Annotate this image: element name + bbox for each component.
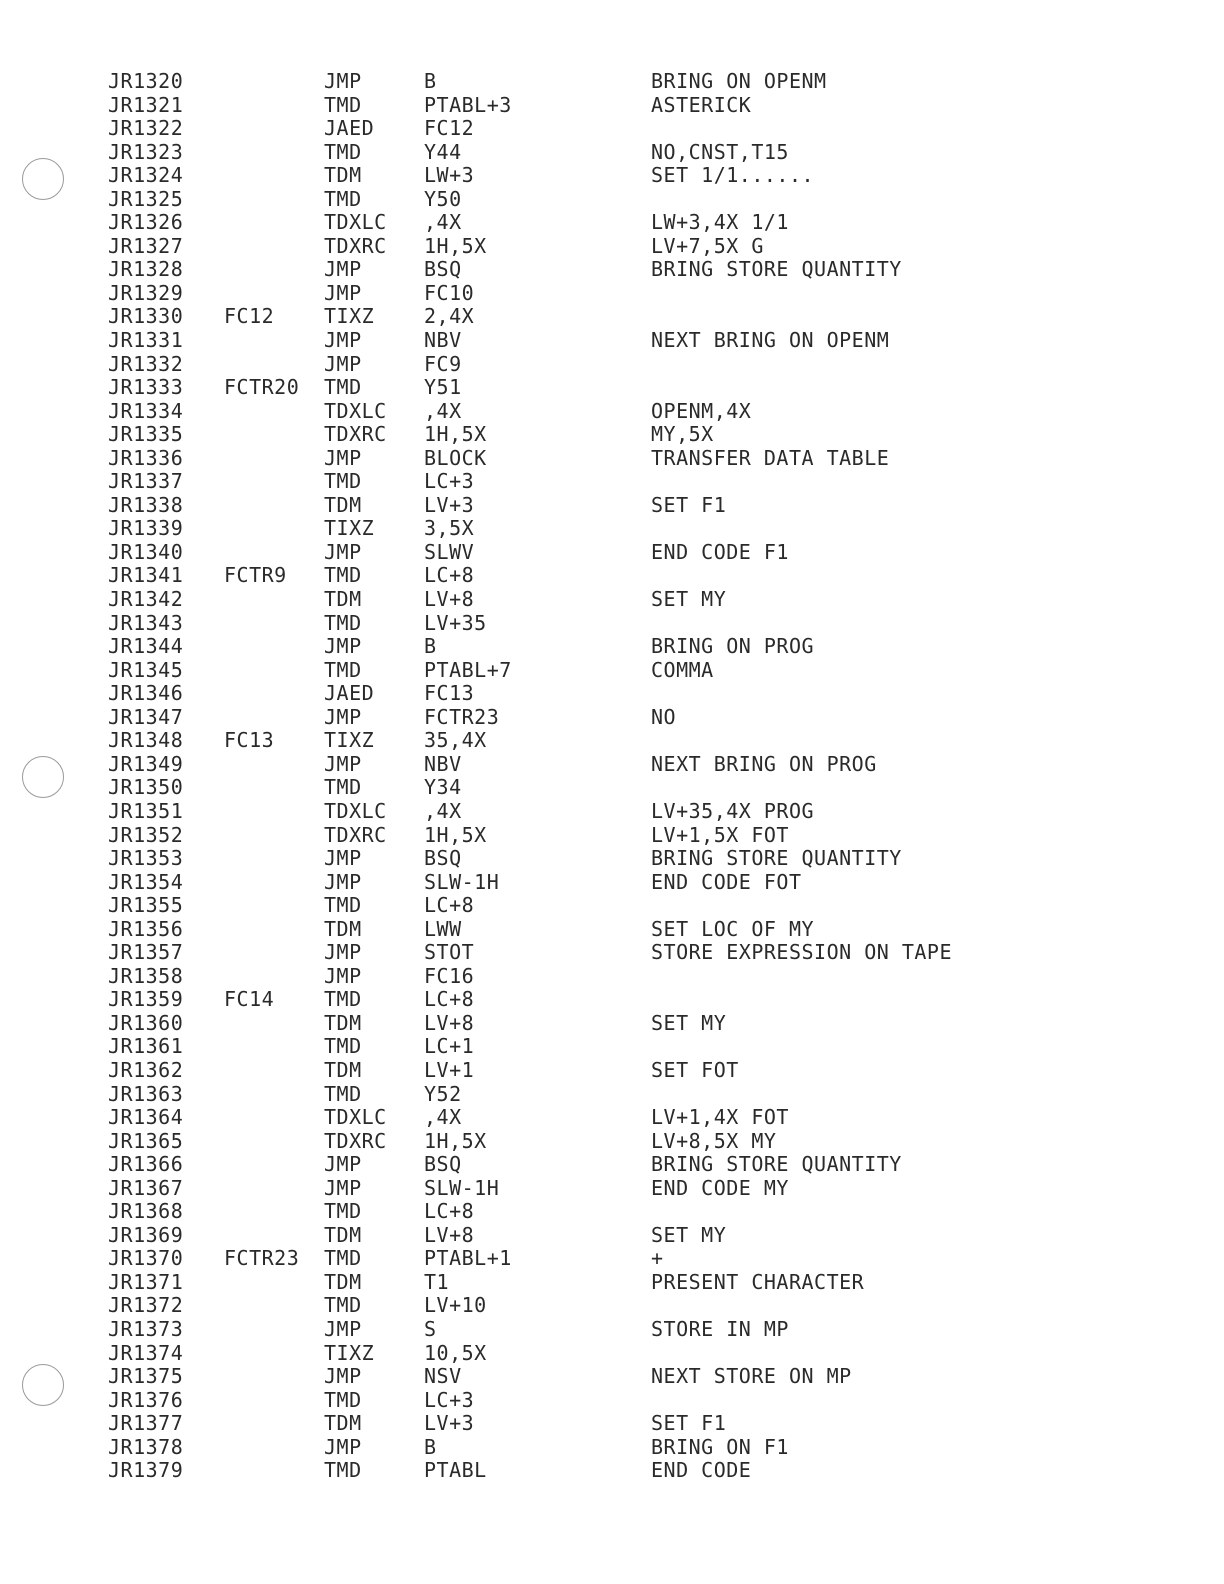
operand: LW+3	[424, 163, 475, 188]
listing-line	[108, 353, 1108, 377]
sequence-number: JR1354	[108, 869, 184, 894]
sequence-number: JR1372	[108, 1293, 184, 1318]
operand: NBV	[424, 751, 462, 776]
operand: 1H,5X	[424, 233, 487, 258]
opcode: TDXLC	[324, 398, 387, 423]
sequence-number: JR1356	[108, 916, 184, 941]
listing-line	[108, 988, 1108, 1012]
operand: LV+10	[424, 1293, 487, 1318]
listing-line	[108, 847, 1108, 871]
comment: END CODE FOT	[651, 869, 802, 894]
punch-hole-top	[22, 158, 64, 200]
listing-line	[108, 400, 1108, 424]
listing-line	[108, 1294, 1108, 1318]
sequence-number: JR1347	[108, 704, 184, 729]
opcode: TMD	[324, 1458, 362, 1483]
sequence-number: JR1369	[108, 1222, 184, 1247]
listing-line	[108, 1035, 1108, 1059]
sequence-number: JR1331	[108, 328, 184, 353]
operand: LV+8	[424, 587, 475, 612]
sequence-number: JR1340	[108, 539, 184, 564]
opcode: JAED	[324, 116, 375, 141]
opcode: TDM	[324, 163, 362, 188]
listing-line	[108, 164, 1108, 188]
operand: 1H,5X	[424, 822, 487, 847]
listing-line	[108, 1177, 1108, 1201]
opcode: JAED	[324, 681, 375, 706]
listing-line	[108, 729, 1108, 753]
opcode: TDM	[324, 1010, 362, 1035]
listing-line	[108, 965, 1108, 989]
assembly-listing	[108, 70, 1108, 1483]
sequence-number: JR1351	[108, 798, 184, 823]
comment: SET MY	[651, 1010, 727, 1035]
opcode: JMP	[324, 539, 362, 564]
sequence-number: JR1332	[108, 351, 184, 376]
opcode: TDM	[324, 1222, 362, 1247]
listing-line	[108, 376, 1108, 400]
listing-line	[108, 612, 1108, 636]
operand: ,4X	[424, 798, 462, 823]
sequence-number: JR1322	[108, 116, 184, 141]
comment: OPENM,4X	[651, 398, 752, 423]
comment: COMMA	[651, 657, 714, 682]
operand: NSV	[424, 1364, 462, 1389]
sequence-number: JR1345	[108, 657, 184, 682]
comment: SET MY	[651, 1222, 727, 1247]
opcode: TDXRC	[324, 233, 387, 258]
comment: SET MY	[651, 587, 727, 612]
listing-line	[108, 776, 1108, 800]
listing-line	[108, 541, 1108, 565]
sequence-number: JR1346	[108, 681, 184, 706]
comment: NO	[651, 704, 677, 729]
comment: END CODE MY	[651, 1175, 789, 1200]
operand: LV+1	[424, 1057, 475, 1082]
comment: END CODE	[651, 1458, 752, 1483]
operand: Y50	[424, 186, 462, 211]
opcode: TMD	[324, 775, 362, 800]
punch-hole-middle	[22, 756, 64, 798]
comment: LW+3,4X 1/1	[651, 210, 789, 235]
operand: Y52	[424, 1081, 462, 1106]
comment: SET LOC OF MY	[651, 916, 815, 941]
opcode: TDM	[324, 492, 362, 517]
opcode: JMP	[324, 1434, 362, 1459]
listing-line	[108, 1389, 1108, 1413]
sequence-number: JR1362	[108, 1057, 184, 1082]
operand: NBV	[424, 328, 462, 353]
opcode: TIXZ	[324, 304, 375, 329]
operand: 10,5X	[424, 1340, 487, 1365]
sequence-number: JR1364	[108, 1105, 184, 1130]
comment: LV+1,4X FOT	[651, 1105, 789, 1130]
opcode: TMD	[324, 375, 362, 400]
operand: ,4X	[424, 1105, 462, 1130]
sequence-number: JR1329	[108, 280, 184, 305]
operand: PTABL+7	[424, 657, 512, 682]
listing-line	[108, 1365, 1108, 1389]
listing-line	[108, 1083, 1108, 1107]
sequence-number: JR1320	[108, 69, 184, 93]
listing-line	[108, 117, 1108, 141]
listing-line	[108, 211, 1108, 235]
opcode: JMP	[324, 1152, 362, 1177]
listing-line	[108, 588, 1108, 612]
comment: END CODE F1	[651, 539, 789, 564]
opcode: TDXLC	[324, 798, 387, 823]
sequence-number: JR1325	[108, 186, 184, 211]
sequence-number: JR1366	[108, 1152, 184, 1177]
operand: Y51	[424, 375, 462, 400]
listing-line	[108, 635, 1108, 659]
operand: LV+3	[424, 492, 475, 517]
listing-line	[108, 1318, 1108, 1342]
sequence-number: JR1342	[108, 587, 184, 612]
operand: LV+8	[424, 1010, 475, 1035]
listing-line	[108, 682, 1108, 706]
operand: SLWV	[424, 539, 475, 564]
operand: BLOCK	[424, 445, 487, 470]
comment: SET FOT	[651, 1057, 739, 1082]
listing-line	[108, 305, 1108, 329]
operand: FC16	[424, 963, 475, 988]
listing-line	[108, 1200, 1108, 1224]
operand: LV+3	[424, 1411, 475, 1436]
opcode: JMP	[324, 940, 362, 965]
operand: BSQ	[424, 1152, 462, 1177]
comment: STORE EXPRESSION ON TAPE	[651, 940, 952, 965]
opcode: JMP	[324, 69, 362, 93]
listing-line	[108, 1224, 1108, 1248]
listing-line	[108, 1436, 1108, 1460]
opcode: TMD	[324, 987, 362, 1012]
sequence-number: JR1334	[108, 398, 184, 423]
operand: LC+1	[424, 1034, 475, 1059]
listing-line	[108, 941, 1108, 965]
statement-label: FC14	[224, 987, 275, 1012]
listing-line	[108, 282, 1108, 306]
operand: S	[424, 1316, 437, 1341]
operand: LC+3	[424, 469, 475, 494]
opcode: TDM	[324, 1411, 362, 1436]
comment: LV+1,5X FOT	[651, 822, 789, 847]
operand: FC9	[424, 351, 462, 376]
statement-label: FCTR23	[224, 1246, 300, 1271]
statement-label: FC13	[224, 728, 275, 753]
operand: FC13	[424, 681, 475, 706]
operand: 1H,5X	[424, 1128, 487, 1153]
listing-line	[108, 918, 1108, 942]
listing-line	[108, 800, 1108, 824]
opcode: TMD	[324, 893, 362, 918]
comment: LV+7,5X G	[651, 233, 764, 258]
operand: SLW-1H	[424, 869, 500, 894]
opcode: TDXLC	[324, 210, 387, 235]
sequence-number: JR1338	[108, 492, 184, 517]
operand: LC+8	[424, 1199, 475, 1224]
opcode: TMD	[324, 139, 362, 164]
opcode: JMP	[324, 869, 362, 894]
operand: 3,5X	[424, 516, 475, 541]
operand: LC+3	[424, 1387, 475, 1412]
listing-line	[108, 94, 1108, 118]
sequence-number: JR1367	[108, 1175, 184, 1200]
opcode: TDM	[324, 1269, 362, 1294]
comment: BRING ON PROG	[651, 634, 815, 659]
operand: PTABL	[424, 1458, 487, 1483]
sequence-number: JR1377	[108, 1411, 184, 1436]
operand: 35,4X	[424, 728, 487, 753]
comment: MY,5X	[651, 422, 714, 447]
listing-line	[108, 564, 1108, 588]
opcode: TDXRC	[324, 822, 387, 847]
listing-line	[108, 871, 1108, 895]
operand: BSQ	[424, 846, 462, 871]
opcode: JMP	[324, 257, 362, 282]
sequence-number: JR1379	[108, 1458, 184, 1483]
sequence-number: JR1353	[108, 846, 184, 871]
opcode: JMP	[324, 328, 362, 353]
operand: 2,4X	[424, 304, 475, 329]
sequence-number: JR1344	[108, 634, 184, 659]
listing-line	[108, 423, 1108, 447]
comment: BRING STORE QUANTITY	[651, 257, 902, 282]
comment: ASTERICK	[651, 92, 752, 117]
sequence-number: JR1337	[108, 469, 184, 494]
listing-line	[108, 188, 1108, 212]
opcode: JMP	[324, 963, 362, 988]
opcode: JMP	[324, 280, 362, 305]
operand: T1	[424, 1269, 450, 1294]
opcode: JMP	[324, 634, 362, 659]
comment: SET F1	[651, 492, 727, 517]
opcode: TMD	[324, 563, 362, 588]
sequence-number: JR1359	[108, 987, 184, 1012]
opcode: TDM	[324, 1057, 362, 1082]
listing-line	[108, 517, 1108, 541]
sequence-number: JR1365	[108, 1128, 184, 1153]
sequence-number: JR1363	[108, 1081, 184, 1106]
listing-line	[108, 235, 1108, 259]
comment: PRESENT CHARACTER	[651, 1269, 865, 1294]
listing-line	[108, 1459, 1108, 1483]
operand: FC10	[424, 280, 475, 305]
opcode: TIXZ	[324, 728, 375, 753]
operand: LC+8	[424, 563, 475, 588]
operand: LC+8	[424, 893, 475, 918]
comment: NEXT BRING ON OPENM	[651, 328, 890, 353]
opcode: JMP	[324, 846, 362, 871]
opcode: TMD	[324, 1199, 362, 1224]
listing-line	[108, 141, 1108, 165]
listing-line	[108, 70, 1108, 94]
sequence-number: JR1323	[108, 139, 184, 164]
comment: SET F1	[651, 1411, 727, 1436]
sequence-number: JR1324	[108, 163, 184, 188]
sequence-number: JR1358	[108, 963, 184, 988]
comment: BRING STORE QUANTITY	[651, 1152, 902, 1177]
opcode: TDXRC	[324, 422, 387, 447]
opcode: TMD	[324, 1246, 362, 1271]
listing-line	[108, 894, 1108, 918]
operand: Y34	[424, 775, 462, 800]
comment: STORE IN MP	[651, 1316, 789, 1341]
listing-line	[108, 470, 1108, 494]
comment: NEXT STORE ON MP	[651, 1364, 852, 1389]
sequence-number: JR1378	[108, 1434, 184, 1459]
sequence-number: JR1336	[108, 445, 184, 470]
operand: B	[424, 1434, 437, 1459]
opcode: TMD	[324, 1081, 362, 1106]
operand: B	[424, 69, 437, 93]
listing-line	[108, 1153, 1108, 1177]
sequence-number: JR1321	[108, 92, 184, 117]
listing-line	[108, 329, 1108, 353]
opcode: TIXZ	[324, 516, 375, 541]
opcode: TMD	[324, 1034, 362, 1059]
sequence-number: JR1376	[108, 1387, 184, 1412]
listing-line	[108, 1342, 1108, 1366]
operand: ,4X	[424, 398, 462, 423]
listing-line	[108, 494, 1108, 518]
comment: BRING ON F1	[651, 1434, 789, 1459]
sequence-number: JR1374	[108, 1340, 184, 1365]
operand: SLW-1H	[424, 1175, 500, 1200]
listing-line	[108, 1059, 1108, 1083]
operand: BSQ	[424, 257, 462, 282]
comment: NO,CNST,T15	[651, 139, 789, 164]
listing-line	[108, 1130, 1108, 1154]
operand: LV+35	[424, 610, 487, 635]
comment: BRING STORE QUANTITY	[651, 846, 902, 871]
opcode: TDXLC	[324, 1105, 387, 1130]
sequence-number: JR1349	[108, 751, 184, 776]
opcode: TMD	[324, 186, 362, 211]
operand: 1H,5X	[424, 422, 487, 447]
opcode: TMD	[324, 1387, 362, 1412]
comment: NEXT BRING ON PROG	[651, 751, 877, 776]
sequence-number: JR1375	[108, 1364, 184, 1389]
statement-label: FCTR20	[224, 375, 300, 400]
opcode: JMP	[324, 1175, 362, 1200]
listing-line	[108, 1412, 1108, 1436]
comment: BRING ON OPENM	[651, 69, 827, 93]
listing-line	[108, 258, 1108, 282]
listing-line	[108, 706, 1108, 730]
listing-line	[108, 1106, 1108, 1130]
sequence-number: JR1373	[108, 1316, 184, 1341]
comment: TRANSFER DATA TABLE	[651, 445, 890, 470]
sequence-number: JR1327	[108, 233, 184, 258]
operand: PTABL+3	[424, 92, 512, 117]
sequence-number: JR1348	[108, 728, 184, 753]
listing-line	[108, 1247, 1108, 1271]
sequence-number: JR1361	[108, 1034, 184, 1059]
sequence-number: JR1328	[108, 257, 184, 282]
sequence-number: JR1357	[108, 940, 184, 965]
punch-hole-bottom	[22, 1364, 64, 1406]
sequence-number: JR1355	[108, 893, 184, 918]
comment: LV+35,4X PROG	[651, 798, 815, 823]
listing-line	[108, 659, 1108, 683]
sequence-number: JR1326	[108, 210, 184, 235]
sequence-number: JR1352	[108, 822, 184, 847]
sequence-number: JR1339	[108, 516, 184, 541]
opcode: TMD	[324, 610, 362, 635]
operand: FC12	[424, 116, 475, 141]
opcode: TDXRC	[324, 1128, 387, 1153]
sequence-number: JR1341	[108, 563, 184, 588]
opcode: JMP	[324, 1364, 362, 1389]
operand: PTABL+1	[424, 1246, 512, 1271]
sequence-number: JR1360	[108, 1010, 184, 1035]
opcode: JMP	[324, 704, 362, 729]
sequence-number: JR1330	[108, 304, 184, 329]
listing-line	[108, 824, 1108, 848]
operand: B	[424, 634, 437, 659]
listing-line	[108, 1271, 1108, 1295]
operand: ,4X	[424, 210, 462, 235]
listing-line	[108, 753, 1108, 777]
listing-line	[108, 1012, 1108, 1036]
listing-line	[108, 447, 1108, 471]
opcode: TMD	[324, 92, 362, 117]
operand: LWW	[424, 916, 462, 941]
sequence-number: JR1343	[108, 610, 184, 635]
opcode: JMP	[324, 1316, 362, 1341]
opcode: TMD	[324, 657, 362, 682]
opcode: TMD	[324, 469, 362, 494]
sequence-number: JR1333	[108, 375, 184, 400]
sequence-number: JR1368	[108, 1199, 184, 1224]
operand: LC+8	[424, 987, 475, 1012]
sequence-number: JR1350	[108, 775, 184, 800]
opcode: TDM	[324, 916, 362, 941]
opcode: JMP	[324, 445, 362, 470]
operand: Y44	[424, 139, 462, 164]
comment: SET 1/1......	[651, 163, 815, 188]
operand: LV+8	[424, 1222, 475, 1247]
comment: LV+8,5X MY	[651, 1128, 777, 1153]
opcode: TIXZ	[324, 1340, 375, 1365]
sequence-number: JR1370	[108, 1246, 184, 1271]
statement-label: FCTR9	[224, 563, 287, 588]
comment: +	[651, 1246, 664, 1271]
opcode: TDM	[324, 587, 362, 612]
operand: STOT	[424, 940, 475, 965]
statement-label: FC12	[224, 304, 275, 329]
opcode: TMD	[324, 1293, 362, 1318]
sequence-number: JR1335	[108, 422, 184, 447]
opcode: JMP	[324, 351, 362, 376]
operand: FCTR23	[424, 704, 500, 729]
opcode: JMP	[324, 751, 362, 776]
sequence-number: JR1371	[108, 1269, 184, 1294]
